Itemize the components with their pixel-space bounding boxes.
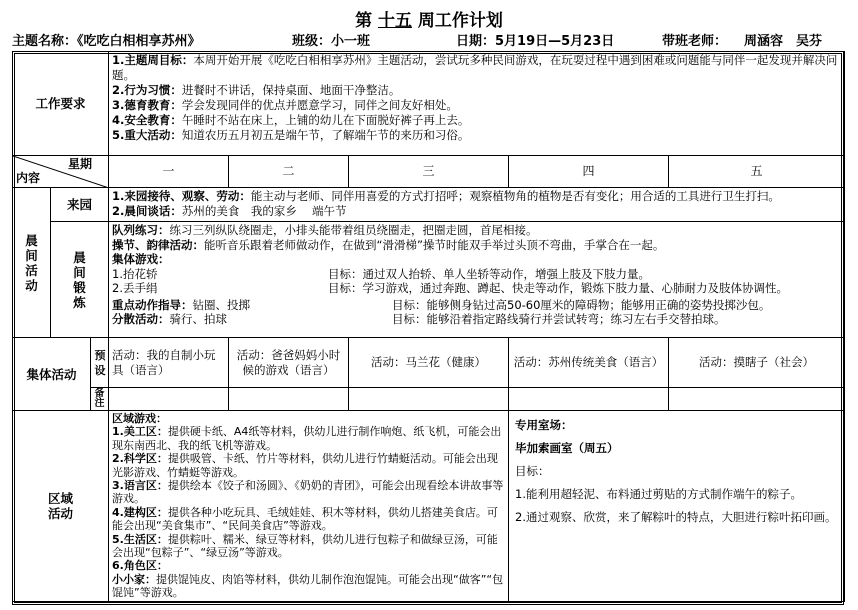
activity-tuesday: 活动：爸爸妈妈小时候的游戏（语言） <box>229 338 349 388</box>
day-header-row <box>13 156 845 188</box>
group-activity-label: 集体活动 <box>13 338 91 411</box>
content-label: 内容 <box>16 171 41 185</box>
group-activity-row <box>13 338 845 388</box>
page-title: 第 十五 周工作计划 <box>355 11 503 31</box>
day-friday: 五 <box>669 156 845 188</box>
note-thursday <box>509 388 669 411</box>
requirement-item: 2.行为习惯：进餐时不讲话，保持桌面、地面干净整洁。 <box>112 83 401 97</box>
week-label: 星期 <box>68 157 93 171</box>
arrival-row <box>13 188 845 222</box>
preset-label: 预设 <box>91 338 109 388</box>
work-requirements-label: 工作要求 <box>13 52 109 156</box>
requirement-item: 5.重大活动：知道农历五月初五是端午节，了解端午节的来历和习俗。 <box>112 128 470 142</box>
special-room-content: 专用室场： 毕加索画室（周五） 目标： 1.能利用超轻泥、布料通过剪贴的方式制作端午的粽子。 2.通过观察、欣赏，来了解粽叶的特点，大胆进行粽叶拓印画。 <box>509 411 845 602</box>
diagonal-header-cell <box>13 156 109 188</box>
day-monday: 一 <box>109 156 229 188</box>
note-monday <box>109 388 229 411</box>
area-activity-row <box>13 411 845 602</box>
area-activity-label: 区域活动 <box>13 411 109 602</box>
weekly-plan-table <box>12 51 845 602</box>
theme-name: 主题名称：《吃吃白相相享苏州》 <box>12 34 201 49</box>
note-friday <box>669 388 845 411</box>
work-requirements-content <box>109 52 845 156</box>
date-range: 日期：5月19日—5月23日 <box>456 34 615 49</box>
area-games-content: 区域游戏： 1.美工区：提供硬卡纸、A4纸等材料，供幼儿进行制作响炮、纸飞机，可能会出现东南西北、我的纸飞机等游戏。 2.科学区：提供吸管、卡纸、竹片等材料，供幼儿进行竹蜻蜓活动。可能会出现光影游戏、竹蜻蜓等游戏。 3.语言区：提供绘本《饺子和汤圆》、《奶奶的青团》，可能会出现看绘本讲故事等游戏。 4.建构区：提供各种小吃玩具、毛绒娃娃、积木等材料，供幼儿搭建美食店。可能会出现“美食集市”、“民间美食店”等游戏。 5.生活区：提供粽叶、糯米、绿豆等材料，供幼儿进行包粽子和做绿豆汤，可能会出现“包粽子”、“绿豆汤”等游戏。 6.角色区： 小小家：提供馄饨皮、肉馅等材料，供幼儿制作泡泡馄饨。可能会出现“做客”“包馄饨”等游戏。 <box>109 411 509 602</box>
exercise-row <box>13 222 845 338</box>
day-tuesday: 二 <box>229 156 349 188</box>
note-row <box>13 388 845 411</box>
week-number: 十五 <box>378 11 412 31</box>
requirement-item: 3.德育教育：学会发现同伴的优点并愿意学习，同伴之间友好相处。 <box>112 98 458 112</box>
work-requirements-row <box>13 52 845 156</box>
morning-activity-label: 晨间活动 <box>13 188 51 338</box>
teacher-label: 带班老师： <box>662 34 728 49</box>
requirement-item: 4.安全教育：午睡时不站在床上，上铺的幼儿在下面脱好裤子再上去。 <box>112 113 470 127</box>
activity-wednesday: 活动：马兰花（健康） <box>349 338 509 388</box>
note-label: 备注 <box>91 388 109 411</box>
info-bar <box>12 30 848 50</box>
activity-friday: 活动：摸瞎子（社会） <box>669 338 845 388</box>
arrival-content: 1.来园接待、观察、劳动：能主动与老师、同伴用喜爱的方式打招呼；观察植物角的植物是否有变化；用合适的工具进行卫生打扫。 2.晨间谈话：苏州的美食 我的家乡 端午节 <box>109 188 845 222</box>
exercise-label: 晨间锻炼 <box>51 222 109 338</box>
day-wednesday: 三 <box>349 156 509 188</box>
teacher-names: 周涵容 吴芬 <box>744 34 823 49</box>
activity-monday: 活动：我的自制小玩具（语言） <box>109 338 229 388</box>
note-wednesday <box>349 388 509 411</box>
arrival-label: 来园 <box>51 188 109 222</box>
day-thursday: 四 <box>509 156 669 188</box>
class-name: 班级：小一班 <box>292 34 371 49</box>
activity-thursday: 活动：苏州传统美食（语言） <box>509 338 669 388</box>
requirement-item: 1.主题周目标：本周开始开展《吃吃白相相享苏州》主题活动，尝试玩多种民间游戏，在玩耍过程中遇到困难或问题能与同伴一起发现并解决问题。 <box>112 53 838 82</box>
exercise-content: 队列练习：练习三列纵队绕圈走，小排头能带着组员绕圈走，把圈走圆，首尾相接。 操节、韵律活动：能听音乐跟着老师做动作，在做到“滑滑梯”操节时能双手举过头顶不弯曲，手掌合在一起。 集体游戏： 1.抬花轿 目标：通过双人抬轿、单人坐轿等动作，增强上肢及下肢力量。 2.丢手绢 目标：学习游戏，通过奔跑、蹲起、快走等动作，锻炼下肢力量、心肺耐力及肢体协调性。 重点动作指导：钻圈、投掷 目标：能够侧身钻过高50-60厘米的障碍物；能够用正确的姿势投掷沙包。 分散活动：骑行、拍球 目标：能够沿着指定路线骑行并尝试转弯；练习左右手交替拍球。 <box>109 222 845 338</box>
note-tuesday <box>229 388 349 411</box>
